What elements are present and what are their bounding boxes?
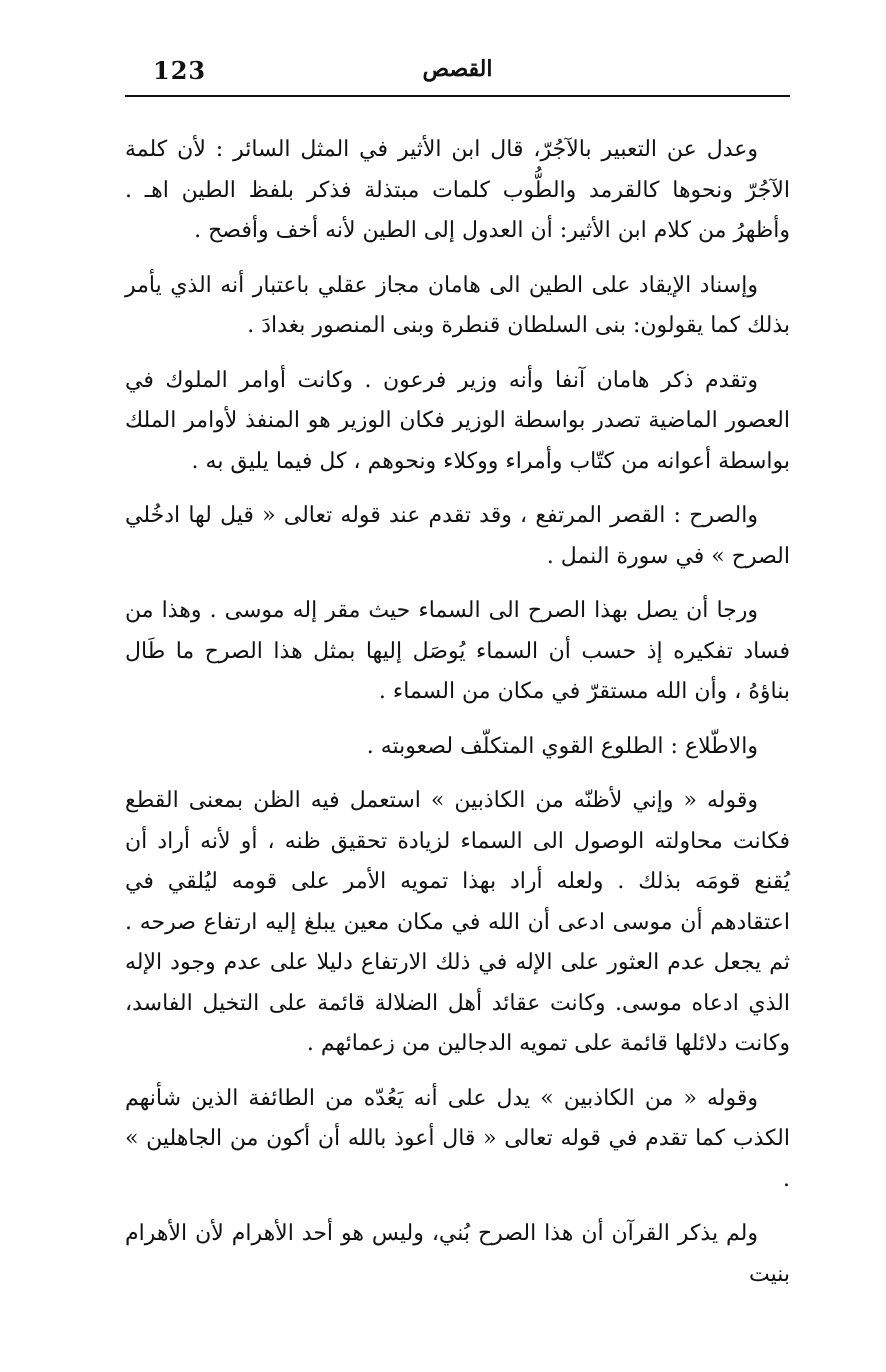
paragraph: وتقدم ذكر هامان آنفا وأنه وزير فرعون . وكانت أوامر الملوك في العصور الماضية تصدر بواسطة الوزير فكان الوزير هو المنفذ لأوامر الملك بواسطة أعوانه من كتّاب وأمراء ووكلاء ونحوهم ، كل فيما يليق به . bbox=[125, 367, 790, 474]
paragraph: وعدل عن التعبير بالآجُرّ، قال ابن الأثير في المثل السائر : لأن كلمة الآجُرّ ونحوها كالقرمد والطُّوب كلمات مبتذلة فذكر بلفظ الطين اهـ . وأظهرُ من كلام ابن الأثير: أن العدول إلى الطين لأنه أخف وأفصح . bbox=[125, 137, 790, 243]
page-number: 123 bbox=[153, 56, 207, 85]
paragraph: وقوله « وإني لأظنّه من الكاذبين » استعمل فيه الظن بمعنى القطع فكانت محاولته الوصول الى السماء لزيادة تحقيق ظنه ، أو لأنه أراد أن يُقنع قومَه بذلك . ولعله أراد بهذا تمويه الأمر على قومه ليُلقي في اعتقادهم أن موسى ادعى أن الله في مكان معين يبلغ إليه ارتفاع صرحه . ثم يجعل عدم العثور على الإله في ذلك الارتفاع دليلا على عدم وجود الإله الذي ادعاه موسى. وكانت عقائد أهل الضلالة قائمة على التخيل الفاسد، وكانت دلائلها قائمة على تمويه الدجالين من زعمائهم . bbox=[125, 788, 790, 1056]
body-text bbox=[125, 130, 790, 1309]
paragraph: وقوله « من الكاذبين » يدل على أنه يَعُدّه من الطائفة الذين شأنهم الكذب كما تقدم في قوله تعالى « قال أعوذ بالله أن أكون من الجاهلين » . bbox=[125, 1085, 790, 1192]
paragraph: ولم يذكر القرآن أن هذا الصرح بُني، وليس هو أحد الأهرام لأن الأهرام بنيت bbox=[125, 1221, 790, 1287]
paragraph: وإسناد الإيقاد على الطين الى هامان مجاز عقلي باعتبار أنه الذي يأمر بذلك كما يقولون: بنى السلطان قنطرة وبنى المنصور بغدادَ . bbox=[125, 272, 790, 338]
paragraph: ورجا أن يصل بهذا الصرح الى السماء حيث مقر إله موسى . وهذا من فساد تفكيره إذ حسب أن السماء يُوصَل إليها بمثل هذا الصرح ما طَال بناؤهُ ، وأن الله مستقرّ في مكان من السماء . bbox=[125, 598, 790, 704]
page-header bbox=[125, 52, 790, 92]
running-title: القصص bbox=[422, 56, 493, 82]
header-rule bbox=[125, 95, 790, 97]
paragraph: والصرح : القصر المرتفع ، وقد تقدم عند قوله تعالى « قيل لها ادخُلي الصرح » في سورة النمل . bbox=[125, 503, 790, 569]
paragraph: والاطّلاع : الطلوع القوي المتكلّف لصعوبته . bbox=[366, 733, 758, 759]
